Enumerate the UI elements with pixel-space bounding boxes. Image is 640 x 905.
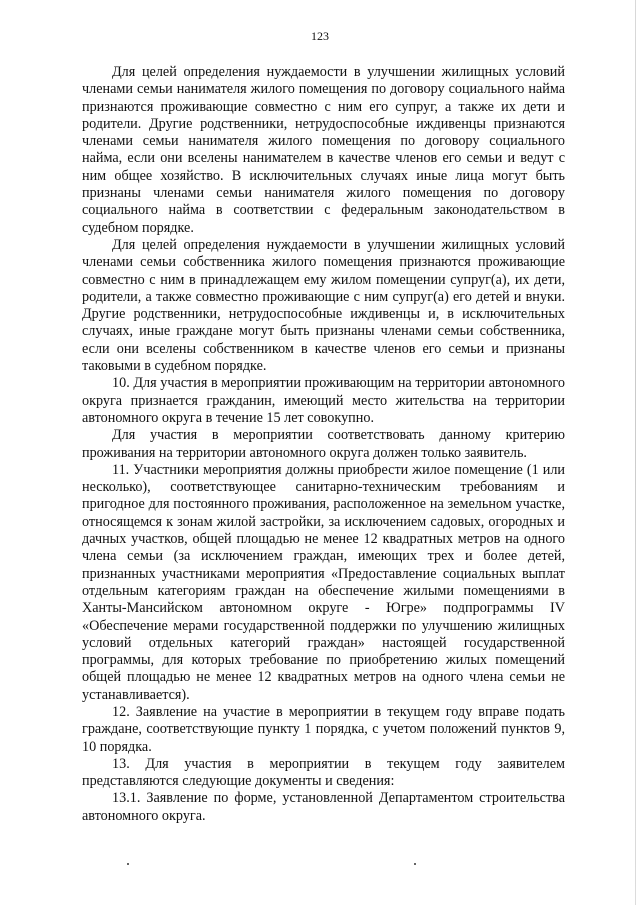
- paragraph-item-13-documents: 13. Для участия в мероприятии в текущем году заявителем представляются следующие документы и сведения:: [82, 755, 565, 790]
- paragraph-residence-criterion: Для участия в мероприятии соответствовать данному критерию проживания на территории автономного округа должен только заявитель.: [82, 427, 565, 461]
- scan-mark: [127, 863, 129, 865]
- page-number: 123: [311, 29, 329, 43]
- paragraph-tenant-family-members: Для целей определения нуждаемости в улучшении жилищных условий членами семьи нанимателя жилого помещения по договору социального найма признаются проживающие совместно с ним его супруг, а также их дети и родители. Другие родственники, нетрудоспособные иждивенцы признаются членами семьи нанимателя жилого помещения по договору социального найма, если они вселены нанимателем в качестве членов его семьи и ведут с ним общее хозяйство. В исключительных случаях иные лица могут быть признаны членами семьи нанимателя жилого помещения по договору социального найма в соответствии с федеральным законодательством в судебном порядке.: [82, 64, 565, 236]
- paragraph-item-12-application: 12. Заявление на участие в мероприятии в текущем году вправе подать граждане, соответствующие пункту 1 порядка, с учетом положений пунктов 9, 10 порядка.: [82, 703, 565, 755]
- document-body: [82, 64, 565, 825]
- scan-mark: [414, 863, 416, 865]
- paragraph-owner-family-members: Для целей определения нуждаемости в улучшении жилищных условий членами семьи собственника жилого помещения признаются проживающие совместно с ним в принадлежащем ему жилом помещении супруг(а), их дети, родители, а также совместно проживающие с ним супруг(а) его детей и внуки. Другие родственники, нетрудоспособные иждивенцы и, в исключительных случаях, иные граждане могут быть признаны членами семьи собственника, если они вселены собственником в качестве членов его семьи и признаны таковыми в судебном порядке.: [82, 236, 565, 375]
- paragraph-item-10-residence: 10. Для участия в мероприятии проживающим на территории автономного округа признается гражданин, имеющий место жительства на территории автономного округа в течение 15 лет совокупно.: [82, 375, 565, 426]
- paragraph-item-13-1-form: 13.1. Заявление по форме, установленной Департаментом строительства автономного округа.: [82, 790, 565, 824]
- page-edge: [635, 0, 636, 905]
- paragraph-item-11-housing-requirements: 11. Участники мероприятия должны приобрести жилое помещение (1 или несколько), соответствующее санитарно-техническим требованиям и пригодное для постоянного проживания, расположенное на земельном участке, относящемся к зонам жилой застройки, за исключением садовых, огородных и дачных участков, общей площадью не менее 12 квадратных метров на одного члена семьи (за исключением граждан, имеющих трех и более детей, признанных участниками мероприятия «Предоставление социальных выплат отдельным категориям граждан на обеспечение жилыми помещениями в Ханты-Мансийском автономном округе - Югре» подпрограммы IV «Обеспечение мерами государственной поддержки по улучшению жилищных условий отдельных категорий граждан» настоящей государственной программы, для которых требование по приобретению жилых помещений общей площадью не менее 12 квадратных метров на одного члена семьи не устанавливается).: [82, 461, 565, 703]
